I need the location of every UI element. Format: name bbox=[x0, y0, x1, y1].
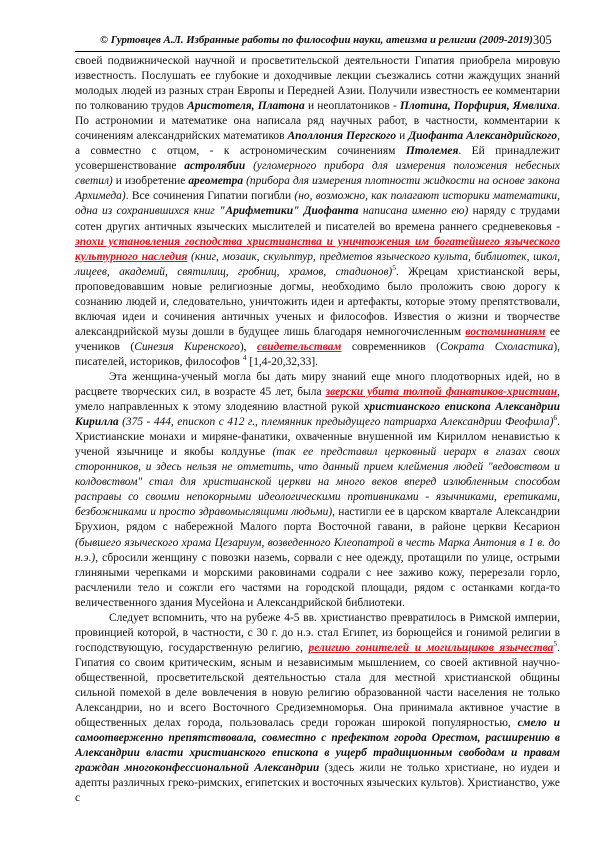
page-header bbox=[0, 34, 600, 50]
header-rule bbox=[75, 51, 560, 52]
italic-note: Синезия Киренского bbox=[134, 340, 240, 353]
text: современников ( bbox=[341, 340, 440, 353]
text: , а совместно с отцом, - к астрономическим сочинениям bbox=[75, 130, 560, 158]
page-number: 305 bbox=[533, 33, 552, 47]
emphasis: ареометра bbox=[188, 175, 244, 188]
text: , настигли ее в царском квартале Александрии Брухион, рядом с набережной Малого порта Восточной гавани, в районе церкви Кесарион bbox=[75, 506, 560, 534]
italic-note: написана именно ею) bbox=[358, 205, 469, 218]
italic-note: (книг, мозаик, скульптур, предметов языческого культа, библиотек, школ, лицеев, академий, святилищ, гробниц, храмов, стадионов) bbox=[75, 250, 560, 278]
emphasis: Плотина, Порфирия, Ямвлиха bbox=[399, 100, 558, 113]
emphasis: христианского епископа Александрии Кирилла bbox=[75, 401, 561, 429]
text: . Ей принадлежит усовершенствование bbox=[75, 145, 560, 173]
emphasis: Диофанта Александрийского bbox=[408, 130, 558, 143]
red-highlight: эпохи установления господства христианства и уничтожения им богатейшего языческого культурного наследия bbox=[75, 235, 560, 263]
red-highlight: зверски убита толпой фанатиков-христиан bbox=[325, 386, 558, 399]
document-body bbox=[75, 54, 560, 806]
italic-note: (прибора для измерения плотности жидкости на основе закона Архимеда) bbox=[75, 175, 560, 203]
italic-note: (бывшего языческого храма Цезариум, возведенного Клеопатрой в честь Марка Антония в 1 в. до н.э.) bbox=[75, 536, 560, 564]
red-highlight: религию гонителей и могильщиков язычества bbox=[308, 641, 554, 654]
red-highlight: свидетельствам bbox=[257, 340, 342, 353]
paragraph-2 bbox=[75, 370, 560, 611]
text: . Жрецам христианской веры, проповедовавшим новые религиозные догмы, необходимо было проложить свою дорогу к сознанию людей и, следовательно, уничтожить идеи и артефакты, которые этому препятствовали, включая идеи и сочинения античных ученых и философов. Известия о жизни и творчестве александрийской музы дошли в будущее лишь благодаря немногочисленным bbox=[75, 265, 560, 338]
text: и неоплатоников - bbox=[304, 100, 400, 113]
emphasis: смело и самоотверженно препятствовала, совместно с префектом города Орестом, расширению в Александрии власти христианского епископа в ущерб традиционным свободам и правам граждан многоконфессиональной Александрии bbox=[75, 717, 560, 775]
footnote-ref: 4 bbox=[242, 353, 247, 363]
text: ), bbox=[239, 340, 258, 353]
italic-note: (но, возможно, как полагают историки математики, одна из сохранившихся книг bbox=[75, 190, 560, 218]
footnote-ref: 5 bbox=[392, 262, 396, 272]
text: и изобретение bbox=[112, 175, 189, 188]
emphasis: Аполлония Пергского bbox=[287, 130, 397, 143]
text: , умело направленных к этому злодеянию властной рукой bbox=[75, 386, 560, 414]
paragraph-3 bbox=[75, 611, 560, 807]
footnote-ref: 6 bbox=[553, 413, 558, 423]
emphasis: астролябии bbox=[184, 160, 246, 173]
footnote-ref: 5 bbox=[553, 639, 558, 649]
paragraph-1 bbox=[75, 54, 560, 370]
text: . Христианские монахи и миряне-фанатики, охваченные внушенной им Кириллом ненавистью к ученой язычнице и якобы колдунье bbox=[75, 416, 560, 459]
text: . По астрономии и математике она написала ряд научных работ, в частности, комментарии к сочинениям александрийских математиков bbox=[75, 100, 560, 143]
text: своей подвижнической научной и просветительской деятельности Гипатия приобрела мировую известность. Послушать ее глубокие и доходчивые лекции съезжались сотни жаждущих знаний молодых людей из разных стран Европы и Передней Азии. Получили известность ее комментарии по толкованию трудов bbox=[75, 55, 560, 113]
text: ее учеников ( bbox=[75, 325, 560, 353]
text: наряду с трудами сотен других античных языческих мыслителей и писателей во времена раннего средневековья - bbox=[75, 205, 560, 233]
emphasis: Птолемея bbox=[405, 145, 459, 158]
text: (здесь жили не только христиане, но иудеи и адепты различных греко-римских, египетских и восточных языческих культов). Христианство, уже с bbox=[75, 762, 560, 805]
red-highlight: воспоминаниям bbox=[465, 325, 546, 338]
text: . Все сочинения Гипатии погибли bbox=[125, 190, 295, 203]
text: . Гипатия со своим критическим, ясным и независимым мышлением, со своей активной научно-общественной, просветительской деятельностью стала для местной христианской общины сильной помехой в деле вовлечения в новую религию образованной части населения не только Александрии, но и всего Восточного Средиземноморья. Она принимала активное участие в общественных делах города, пользовалась среди горожан широкой популярностью, bbox=[75, 641, 560, 730]
text: ), писателей, историков, философов bbox=[75, 340, 561, 368]
italic-note: (угломерного прибора для измерения положения небесных светил) bbox=[75, 160, 560, 188]
text: [1,4-20,32,33]. bbox=[246, 355, 319, 368]
text: и bbox=[396, 130, 409, 143]
emphasis: "Арифметики" Диофанта bbox=[219, 205, 359, 218]
italic-note: (375 - 444, епископ с 412 г., племянник предыдущего патриарха Александрии Феофила) bbox=[118, 416, 554, 429]
text: Следует вспомнить, что на рубеже 4-5 вв. христианство превратилось в Римской империи, провинцией которой, в частности, с 30 г. до н.э. стал Египет, из борющейся и гонимой религии в господствующую, государственную религию, bbox=[75, 611, 560, 654]
text: Эта женщина-ученый могла бы дать миру знаний еще много плодотворных идей, но в расцвете творческих сил, в возрасте 45 лет, была bbox=[75, 370, 560, 399]
italic-note: Сократа Схоластика bbox=[439, 340, 554, 353]
emphasis: Аристотеля, Платона bbox=[187, 100, 305, 113]
running-header-title: © Гуртовцев А.Л. Избранные работы по философии науки, атеизма и религии (2009-2019) bbox=[100, 34, 533, 46]
text: , сбросили женщину с повозки наземь, сорвали с нее одежду, протащили по улице, острыми глиняными черепками и морскими раковинами содрали с нее заживо кожу, перерезали горло, расчленили тело и сожгли его частями на городской площади, рядом с останками когда-то величественного здания Мусейона и Александрийской библиотеки. bbox=[75, 551, 560, 609]
italic-note: (так ее представил церковный иерарх в глазах своих сторонников, и здесь нельзя не отметить, что данный прием клеймения людей "ведовством и колдовством" стал для христианской церкви на много веков вперед излюбленным способом расправы со своими непокорными идеологическими противниками - язычниками, еретиками, безбожниками и просто здравомыслящими людьми) bbox=[75, 446, 560, 519]
